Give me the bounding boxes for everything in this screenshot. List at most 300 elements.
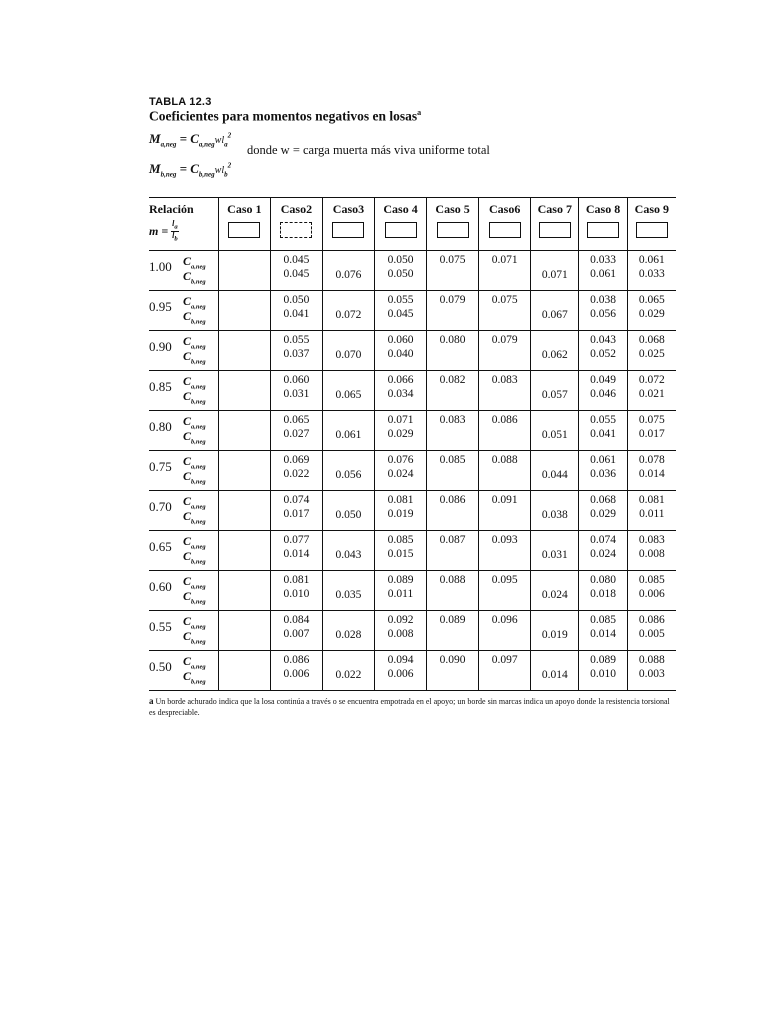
- case-2-a-value: 0.050: [283, 293, 310, 306]
- case-3-cell: [322, 530, 374, 570]
- case-6-a-value: 0.086: [491, 413, 518, 426]
- case-2-b-value: 0.017: [283, 507, 310, 520]
- case-1-cell: [218, 330, 270, 370]
- m-value: 0.80: [149, 418, 172, 434]
- case-9-a-value: 0.088: [638, 653, 665, 666]
- case-9-b-value: 0.006: [638, 587, 665, 600]
- case-8-cell: [579, 610, 627, 650]
- m-value: 0.60: [149, 578, 172, 594]
- case-6-slab-icon: [489, 222, 521, 238]
- case-2-cell: [270, 570, 322, 610]
- case-2-a-value: 0.084: [283, 613, 310, 626]
- case-7-b-value: 0.031: [541, 548, 568, 561]
- case-6-cell: [479, 570, 531, 610]
- case-9-a-value: 0.081: [638, 493, 665, 506]
- case-2-header: Caso2: [270, 197, 322, 250]
- coef-b-label: $C_{b,neg}$: [183, 308, 206, 325]
- case-6-cell: [479, 370, 531, 410]
- case-2-a-value: 0.086: [283, 653, 310, 666]
- case-5-cell: [427, 410, 479, 450]
- case-6-cell: [479, 290, 531, 330]
- table-row: [149, 410, 676, 450]
- case-5-a-value: 0.085: [439, 453, 466, 466]
- case-7-b-value: 0.057: [541, 388, 568, 401]
- coef-a-label: $C_{a,neg}$: [183, 653, 206, 670]
- case-9-a-value: 0.072: [638, 373, 665, 386]
- coef-a-label: $C_{a,neg}$: [183, 253, 206, 270]
- case-4-a-value: 0.071: [387, 413, 414, 426]
- relation-cell: [149, 410, 218, 450]
- table-row: [149, 650, 676, 690]
- case-2-b-value: 0.037: [283, 347, 310, 360]
- case-2-b-value: 0.045: [283, 267, 310, 280]
- relation-header: [149, 197, 218, 250]
- case-5-a-value: 0.075: [439, 253, 466, 266]
- case-7-b-value: 0.044: [541, 468, 568, 481]
- document-page: [149, 96, 676, 718]
- case-4-b-value: 0.011: [387, 587, 414, 600]
- coef-b-label: $C_{b,neg}$: [183, 548, 206, 565]
- case-4-cell: [375, 450, 427, 490]
- case-8-a-value: 0.061: [590, 453, 616, 466]
- table-row: [149, 370, 676, 410]
- case-2-b-value: 0.006: [283, 667, 310, 680]
- relation-cell: [149, 570, 218, 610]
- case-4-b-value: 0.045: [387, 307, 414, 320]
- case-4-a-value: 0.060: [387, 333, 414, 346]
- case-6-a-value: 0.071: [491, 253, 518, 266]
- case-8-cell: [579, 330, 627, 370]
- case-2-b-value: 0.031: [283, 387, 310, 400]
- case-3-slab-icon: [332, 222, 364, 238]
- case-2-cell: [270, 610, 322, 650]
- case-2-cell: [270, 370, 322, 410]
- case-9-cell: [627, 450, 676, 490]
- coef-b-label: $C_{b,neg}$: [183, 388, 206, 405]
- case-5-a-value: 0.086: [439, 493, 466, 506]
- case-9-slab-icon: [636, 222, 668, 238]
- coef-b-label: $C_{b,neg}$: [183, 348, 206, 365]
- case-6-a-value: 0.096: [491, 613, 518, 626]
- relation-cell: [149, 250, 218, 290]
- coef-b-label: $C_{b,neg}$: [183, 628, 206, 645]
- case-5-cell: [427, 450, 479, 490]
- case-6-a-value: 0.097: [491, 653, 518, 666]
- case-2-cell: [270, 530, 322, 570]
- case-8-a-value: 0.089: [590, 653, 616, 666]
- title-footnote-mark: a: [417, 108, 422, 117]
- m-value: 0.65: [149, 538, 172, 554]
- coef-b-label: $C_{b,neg}$: [183, 468, 206, 485]
- where-text: donde w = carga muerta más viva uniforme total: [247, 142, 490, 157]
- case-5-a-value: 0.089: [439, 613, 466, 626]
- case-4-a-value: 0.055: [387, 293, 414, 306]
- case-4-a-value: 0.094: [387, 653, 414, 666]
- case-3-b-value: 0.070: [335, 348, 362, 361]
- case-8-b-value: 0.056: [590, 307, 616, 320]
- case-1-cell: [218, 650, 270, 690]
- m-value: 0.95: [149, 298, 172, 314]
- case-4-b-value: 0.050: [387, 267, 414, 280]
- relation-cell: [149, 370, 218, 410]
- case-6-a-value: 0.091: [491, 493, 518, 506]
- coef-b-label: $C_{b,neg}$: [183, 668, 206, 685]
- coef-a-label: $C_{a,neg}$: [183, 453, 206, 470]
- case-5-a-value: 0.090: [439, 653, 466, 666]
- case-2-b-value: 0.022: [283, 467, 310, 480]
- case-9-b-value: 0.017: [638, 427, 665, 440]
- case-8-b-value: 0.052: [590, 347, 616, 360]
- case-2-b-value: 0.007: [283, 627, 310, 640]
- case-9-cell: [627, 290, 676, 330]
- case-9-b-value: 0.025: [638, 347, 665, 360]
- case-8-a-value: 0.068: [590, 493, 616, 506]
- case-1-cell: [218, 490, 270, 530]
- case-2-a-value: 0.065: [283, 413, 310, 426]
- case-7-cell: [531, 410, 579, 450]
- case-5-slab-icon: [437, 222, 469, 238]
- case-9-b-value: 0.014: [638, 467, 665, 480]
- case-4-a-value: 0.081: [387, 493, 414, 506]
- case-7-slab-icon: [539, 222, 571, 238]
- coefficients-table: [149, 197, 676, 691]
- case-4-header: Caso 4: [375, 197, 427, 250]
- case-4-a-value: 0.066: [387, 373, 414, 386]
- case-7-cell: [531, 610, 579, 650]
- table-row: [149, 490, 676, 530]
- case-5-a-value: 0.083: [439, 413, 466, 426]
- case-4-cell: [375, 610, 427, 650]
- relation-label: Relación: [149, 201, 194, 216]
- case-9-b-value: 0.003: [638, 667, 665, 680]
- case-9-a-value: 0.065: [638, 293, 665, 306]
- case-3-cell: [322, 450, 374, 490]
- coef-b-label: $C_{b,neg}$: [183, 588, 206, 605]
- case-5-cell: [427, 530, 479, 570]
- coef-a-label: $C_{a,neg}$: [183, 373, 206, 390]
- case-9-a-value: 0.068: [638, 333, 665, 346]
- m-ratio-label: m = $\frac{l_a}{l_b}$: [149, 218, 178, 243]
- table-row: [149, 450, 676, 490]
- case-6-a-value: 0.095: [491, 573, 518, 586]
- case-4-a-value: 0.089: [387, 573, 414, 586]
- case-4-cell: [375, 650, 427, 690]
- relation-cell: [149, 490, 218, 530]
- case-6-a-value: 0.088: [491, 453, 518, 466]
- case-9-b-value: 0.029: [638, 307, 665, 320]
- relation-cell: [149, 530, 218, 570]
- m-value: 0.50: [149, 658, 172, 674]
- case-5-cell: [427, 570, 479, 610]
- case-8-b-value: 0.046: [590, 387, 616, 400]
- case-8-cell: [579, 530, 627, 570]
- m-value: 0.55: [149, 618, 172, 634]
- case-3-cell: [322, 570, 374, 610]
- case-8-b-value: 0.018: [590, 587, 616, 600]
- case-1-cell: [218, 370, 270, 410]
- case-2-a-value: 0.074: [283, 493, 310, 506]
- case-5-cell: [427, 370, 479, 410]
- case-7-cell: [531, 530, 579, 570]
- case-8-cell: [579, 650, 627, 690]
- coef-b-label: $C_{b,neg}$: [183, 428, 206, 445]
- formula-block: [149, 131, 676, 185]
- case-1-header: Caso 1: [218, 197, 270, 250]
- case-5-cell: [427, 650, 479, 690]
- case-8-a-value: 0.049: [590, 373, 616, 386]
- case-8-b-value: 0.061: [590, 267, 616, 280]
- case-2-slab-icon: [280, 222, 312, 238]
- case-3-cell: [322, 330, 374, 370]
- case-4-cell: [375, 290, 427, 330]
- table-title: [149, 108, 676, 125]
- case-4-b-value: 0.029: [387, 427, 414, 440]
- coef-a-label: $C_{a,neg}$: [183, 413, 206, 430]
- coef-a-label: $C_{a,neg}$: [183, 333, 206, 350]
- m-fraction: $\frac{l_a}{l_b}$: [172, 218, 178, 243]
- case-4-b-value: 0.019: [387, 507, 414, 520]
- table-header-row: [149, 197, 676, 250]
- footnote: [149, 696, 676, 718]
- case-5-a-value: 0.088: [439, 573, 466, 586]
- case-8-cell: [579, 490, 627, 530]
- m-value: 0.90: [149, 338, 172, 354]
- relation-cell: [149, 650, 218, 690]
- case-7-cell: [531, 290, 579, 330]
- case-8-b-value: 0.014: [590, 627, 616, 640]
- case-9-cell: [627, 330, 676, 370]
- case-3-b-value: 0.076: [335, 268, 362, 281]
- case-6-cell: [479, 530, 531, 570]
- case-4-cell: [375, 570, 427, 610]
- case-6-cell: [479, 330, 531, 370]
- case-9-a-value: 0.061: [638, 253, 665, 266]
- case-9-b-value: 0.008: [638, 547, 665, 560]
- case-4-b-value: 0.008: [387, 627, 414, 640]
- coef-a-label: $C_{a,neg}$: [183, 573, 206, 590]
- case-7-b-value: 0.024: [541, 588, 568, 601]
- case-2-cell: [270, 410, 322, 450]
- case-7-b-value: 0.051: [541, 428, 568, 441]
- case-7-cell: [531, 330, 579, 370]
- case-9-b-value: 0.005: [638, 627, 665, 640]
- case-7-cell: [531, 570, 579, 610]
- case-7-b-value: 0.019: [541, 628, 568, 641]
- case-6-cell: [479, 650, 531, 690]
- case-7-b-value: 0.014: [541, 668, 568, 681]
- case-6-cell: [479, 450, 531, 490]
- case-8-cell: [579, 290, 627, 330]
- case-4-b-value: 0.034: [387, 387, 414, 400]
- case-4-b-value: 0.040: [387, 347, 414, 360]
- case-3-cell: [322, 250, 374, 290]
- case-4-slab-icon: [385, 222, 417, 238]
- case-7-cell: [531, 650, 579, 690]
- case-9-a-value: 0.085: [638, 573, 665, 586]
- case-4-a-value: 0.050: [387, 253, 414, 266]
- case-6-a-value: 0.079: [491, 333, 518, 346]
- case-9-b-value: 0.033: [638, 267, 665, 280]
- case-3-b-value: 0.061: [335, 428, 362, 441]
- case-9-a-value: 0.086: [638, 613, 665, 626]
- case-1-cell: [218, 530, 270, 570]
- case-5-a-value: 0.087: [439, 533, 466, 546]
- case-6-a-value: 0.075: [491, 293, 518, 306]
- case-3-b-value: 0.050: [335, 508, 362, 521]
- case-7-header: Caso 7: [531, 197, 579, 250]
- case-4-b-value: 0.015: [387, 547, 414, 560]
- case-9-cell: [627, 610, 676, 650]
- formula-b: $M_{b,neg} = C_{b,neg}wl_b^2$: [149, 160, 232, 179]
- m-value: 0.75: [149, 458, 172, 474]
- case-8-cell: [579, 370, 627, 410]
- case-5-a-value: 0.080: [439, 333, 466, 346]
- case-3-b-value: 0.043: [335, 548, 362, 561]
- case-5-cell: [427, 330, 479, 370]
- case-9-b-value: 0.011: [639, 507, 665, 520]
- coef-a-label: $C_{a,neg}$: [183, 533, 206, 550]
- case-4-cell: [375, 530, 427, 570]
- case-8-cell: [579, 410, 627, 450]
- case-9-cell: [627, 410, 676, 450]
- case-9-cell: [627, 530, 676, 570]
- case-2-cell: [270, 250, 322, 290]
- case-4-a-value: 0.085: [387, 533, 414, 546]
- case-6-cell: [479, 490, 531, 530]
- case-3-b-value: 0.028: [335, 628, 362, 641]
- case-4-cell: [375, 370, 427, 410]
- case-2-a-value: 0.069: [283, 453, 310, 466]
- case-8-a-value: 0.033: [590, 253, 616, 266]
- case-8-cell: [579, 570, 627, 610]
- case-9-cell: [627, 650, 676, 690]
- table-row: [149, 570, 676, 610]
- case-4-b-value: 0.006: [387, 667, 414, 680]
- case-5-cell: [427, 250, 479, 290]
- case-8-a-value: 0.085: [590, 613, 616, 626]
- case-6-a-value: 0.093: [491, 533, 518, 546]
- case-4-a-value: 0.076: [387, 453, 414, 466]
- table-row: [149, 290, 676, 330]
- case-3-cell: [322, 490, 374, 530]
- case-8-a-value: 0.074: [590, 533, 616, 546]
- case-2-b-value: 0.041: [283, 307, 310, 320]
- case-2-a-value: 0.045: [283, 253, 310, 266]
- title-text: Coeficientes para momentos negativos en losas: [149, 108, 418, 124]
- case-2-b-value: 0.027: [283, 427, 310, 440]
- case-5-cell: [427, 490, 479, 530]
- case-2-a-value: 0.077: [283, 533, 310, 546]
- case-2-cell: [270, 650, 322, 690]
- case-4-a-value: 0.092: [387, 613, 414, 626]
- case-8-b-value: 0.036: [590, 467, 616, 480]
- case-6-cell: [479, 250, 531, 290]
- case-7-cell: [531, 450, 579, 490]
- case-7-b-value: 0.038: [541, 508, 568, 521]
- case-8-a-value: 0.038: [590, 293, 616, 306]
- case-8-b-value: 0.041: [590, 427, 616, 440]
- case-3-cell: [322, 610, 374, 650]
- case-3-b-value: 0.056: [335, 468, 362, 481]
- footnote-text: Un borde achurado indica que la losa continúa a través o se encuentra empotrada en el apoyo; un borde sin marcas indica un apoyo donde la resistencia torsional es despreciable.: [149, 696, 670, 717]
- case-9-cell: [627, 370, 676, 410]
- m-value: 0.70: [149, 498, 172, 514]
- table-row: [149, 530, 676, 570]
- case-7-b-value: 0.062: [541, 348, 568, 361]
- case-3-b-value: 0.022: [335, 668, 362, 681]
- case-2-b-value: 0.014: [283, 547, 310, 560]
- case-1-cell: [218, 450, 270, 490]
- case-5-cell: [427, 290, 479, 330]
- case-3-b-value: 0.035: [335, 588, 362, 601]
- case-2-a-value: 0.060: [283, 373, 310, 386]
- formula-a: $M_{a,neg} = C_{a,neg}wl_a^2$: [149, 130, 232, 149]
- case-1-cell: [218, 410, 270, 450]
- case-5-a-value: 0.079: [439, 293, 466, 306]
- case-2-a-value: 0.055: [283, 333, 310, 346]
- case-3-cell: [322, 650, 374, 690]
- case-9-header: Caso 9: [627, 197, 676, 250]
- case-5-cell: [427, 610, 479, 650]
- coef-b-label: $C_{b,neg}$: [183, 508, 206, 525]
- case-4-cell: [375, 410, 427, 450]
- table-row: [149, 610, 676, 650]
- case-8-a-value: 0.043: [590, 333, 616, 346]
- case-3-header: Caso3: [322, 197, 374, 250]
- case-3-cell: [322, 370, 374, 410]
- relation-cell: [149, 610, 218, 650]
- case-7-b-value: 0.067: [541, 308, 568, 321]
- case-4-cell: [375, 250, 427, 290]
- case-7-cell: [531, 490, 579, 530]
- case-3-b-value: 0.072: [335, 308, 362, 321]
- case-5-header: Caso 5: [427, 197, 479, 250]
- case-8-a-value: 0.055: [590, 413, 616, 426]
- case-1-cell: [218, 290, 270, 330]
- case-7-cell: [531, 250, 579, 290]
- case-2-cell: [270, 290, 322, 330]
- case-3-cell: [322, 410, 374, 450]
- case-9-b-value: 0.021: [638, 387, 665, 400]
- case-5-a-value: 0.082: [439, 373, 466, 386]
- case-2-cell: [270, 450, 322, 490]
- case-1-cell: [218, 570, 270, 610]
- case-6-cell: [479, 610, 531, 650]
- footnote-mark: a: [149, 695, 154, 706]
- case-3-b-value: 0.065: [335, 388, 362, 401]
- case-9-cell: [627, 250, 676, 290]
- case-6-a-value: 0.083: [491, 373, 518, 386]
- coef-a-label: $C_{a,neg}$: [183, 493, 206, 510]
- case-3-cell: [322, 290, 374, 330]
- case-9-cell: [627, 490, 676, 530]
- case-8-b-value: 0.024: [590, 547, 616, 560]
- m-value: 0.85: [149, 378, 172, 394]
- case-4-cell: [375, 330, 427, 370]
- case-9-a-value: 0.083: [638, 533, 665, 546]
- case-4-cell: [375, 490, 427, 530]
- case-2-a-value: 0.081: [283, 573, 310, 586]
- table-row: [149, 250, 676, 290]
- case-8-b-value: 0.010: [590, 667, 616, 680]
- case-8-header: Caso 8: [579, 197, 627, 250]
- case-1-slab-icon: [228, 222, 260, 238]
- relation-cell: [149, 290, 218, 330]
- case-7-cell: [531, 370, 579, 410]
- case-2-cell: [270, 330, 322, 370]
- relation-cell: [149, 450, 218, 490]
- case-2-cell: [270, 490, 322, 530]
